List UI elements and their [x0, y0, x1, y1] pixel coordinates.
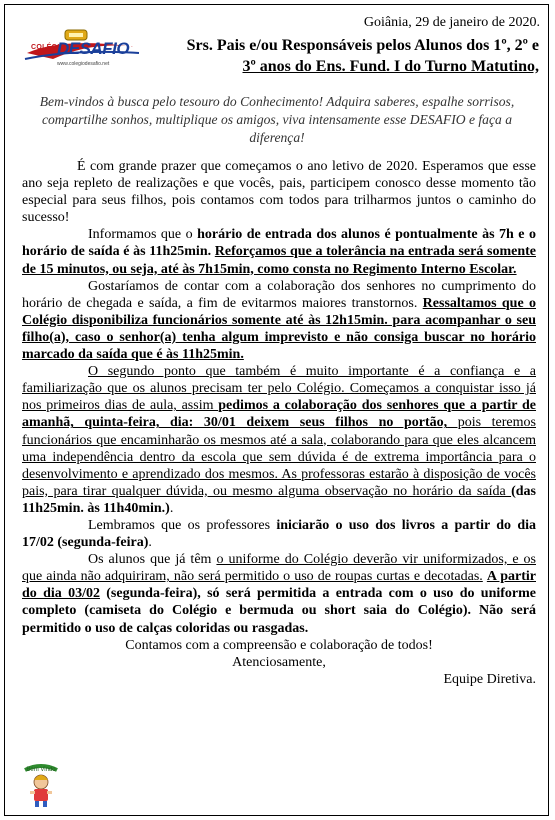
p4-bold-gate: pedimos a colaboração dos senhores que a partir de amanhã, quinta-feira, dia: 30/01 deixem seus filhos no portão,	[22, 398, 537, 431]
p6-bold-date: A partir do dia 03/02	[22, 569, 536, 602]
paragraph-5	[22, 517, 536, 551]
logo-site-text: www.colegiodesafio.net	[57, 61, 110, 67]
paragraph-1: É com grande prazer que começamos o ano letivo de 2020. Esperamos que esse ano seja repleto de realizações e que vocês, pais, participem conosco desse momento tão especial para seus filhos, pois contamos com todos para trilharmos juntos o caminho do sucesso!	[22, 159, 536, 226]
regards-line: Atenciosamente,	[232, 654, 326, 670]
paragraph-2	[22, 226, 536, 277]
p4-bold-times: (das 11h25min. às 11h40min.)	[22, 483, 536, 516]
letter-body	[22, 158, 536, 688]
letter-title	[145, 35, 539, 77]
letter-date: Goiânia, 29 de janeiro de 2020.	[363, 15, 540, 30]
title-line-2: 3º anos do Ens. Fund. I do Turno Matutino,	[242, 58, 539, 75]
p4-text-a: O segundo ponto que também é muito importante é a confiança e a familiarização que os alunos precisam ter pelo Colégio. Começamos a conquistar isso já nos primeiros dias de aula, assim	[22, 364, 536, 414]
letter-page	[4, 4, 549, 816]
intro-motto: Bem-vindos à busca pelo tesouro do Conhecimento! Adquira saberes, espalhe sorrisos, compartilhe sonhos, multiplique os amigos, viva intensamente esse DESAFIO e faça a diferença!	[39, 94, 515, 145]
p4-text-c: pois teremos funcionários que encaminharão os mesmos até a sala, colaborando para que eles alcancem uma independência dentro da escola que sem dúvida é de extrema importância para o desenvolvimento e aprendizado dos mesmos. As professoras estarão à disposição de vocês pais, para tirar qualquer dúvida, ou mesmo alguma observação no horário da saída	[22, 415, 536, 499]
mascot-text: Bem Vindo	[26, 767, 56, 773]
paragraph-3	[22, 278, 536, 363]
title-line-1: Srs. Pais e/ou Responsáveis pelos Alunos dos 1º, 2º e	[186, 37, 539, 54]
p3-text-a: Gostaríamos de contar com a colaboração dos senhores no cumprimento do horário de chegada e saída, a fim de evitarmos maiores transtornos.	[22, 278, 536, 311]
p4-text-e: .	[169, 500, 174, 516]
p2-bold-hours: horário de entrada dos alunos é pontualmente às 7h e o horário de saída é às 11h25min.	[22, 227, 536, 260]
paragraph-4	[22, 363, 536, 517]
closing-line: Contamos com a compreensão e colaboração de todos!	[125, 637, 433, 653]
p5-text-c: .	[148, 535, 152, 551]
logo-school-text: COLÉGIO	[31, 44, 66, 51]
signature: Equipe Diretiva.	[443, 671, 536, 687]
p2-text-a: Informamos que o	[88, 227, 198, 243]
p3-bold-staff: Ressaltamos que o Colégio disponibiliza funcionários somente até às 12h15min. para acompanhar o seu filho(a), caso o senhor(a) tenha algum imprevisto e não consiga buscar no horário marcado da saída que é às 11h25min.	[22, 295, 536, 363]
logo-name-text: DESAFIO	[57, 39, 130, 58]
mascot-icon	[21, 762, 61, 808]
p6-bold-rules: (segunda-feira), só será permitida a entrada com o uso do uniforme completo (camiseta do Colégio e bermuda ou short saia do Colégio). Não será permitido o uso de calças coloridas ou rasgadas.	[22, 586, 537, 636]
p5-text-a: Lembramos que os professores	[88, 517, 277, 533]
p6-text-a: Os alunos que já têm	[88, 552, 217, 568]
p2-bold-tolerance: Reforçamos que a tolerância na entrada será somente de 15 minutos, ou seja, até às 7h15min, como consta no Regimento Interno Escolar.	[22, 244, 536, 277]
paragraph-6	[22, 551, 536, 636]
p6-uniform: o uniforme do Colégio deverão vir uniformizados, e os que ainda não adquiriram, não será permitido o uso de roupas curtas e decotadas.	[22, 552, 536, 585]
p5-bold-books: iniciarão o uso dos livros a partir do dia 17/02 (segunda-feira)	[22, 517, 536, 551]
school-logo	[23, 27, 141, 69]
